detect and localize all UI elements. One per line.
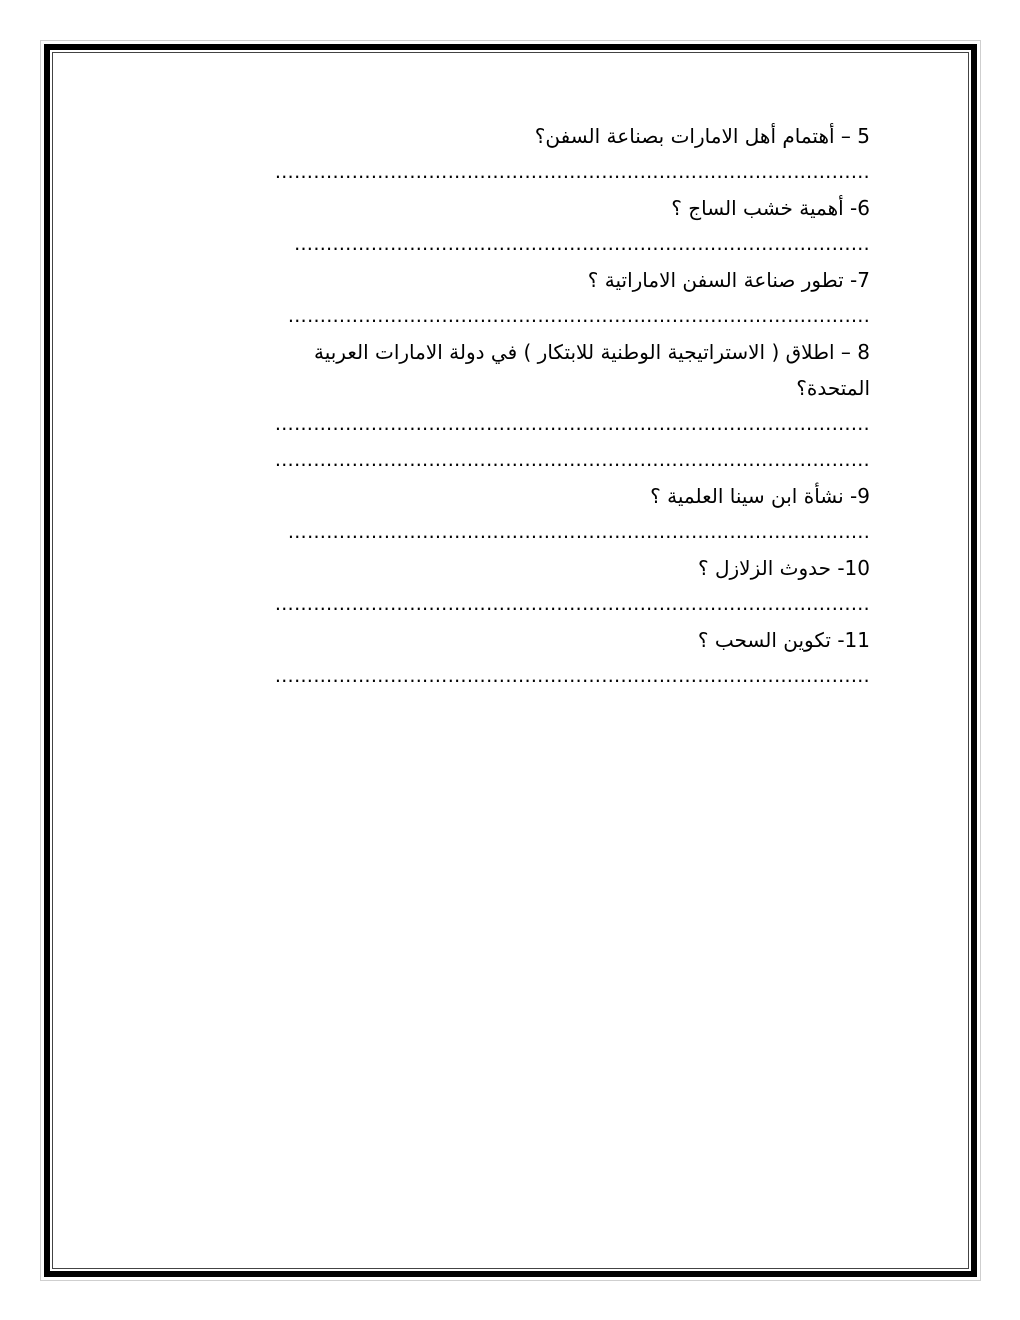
question-line: 5 – أهتمام أهل الامارات بصناعة السفن؟ <box>534 124 870 148</box>
question-line: 10- حدوث الزلازل ؟ <box>698 556 870 580</box>
question-line: 7- تطور صناعة السفن الاماراتية ؟ <box>587 268 870 292</box>
question-line: 9- نشأة ابن سينا العلمية ؟ <box>650 484 870 508</box>
worksheet-content <box>200 118 870 694</box>
question-text <box>200 262 870 298</box>
question-line: 6- أهمية خشب الساج ؟ <box>671 196 870 220</box>
question-text <box>200 118 870 154</box>
question-block-6 <box>200 190 870 262</box>
question-block-5 <box>200 118 870 190</box>
answer-line[interactable]: ………………………………………………………………………………… <box>274 449 870 471</box>
question-block-9 <box>200 478 870 550</box>
answer-line[interactable]: ………………………………………………………………………………… <box>274 665 870 687</box>
question-block-8 <box>200 334 870 478</box>
answer-line[interactable]: ………………………………………………………………………………. <box>287 521 870 543</box>
answer-line[interactable]: ………………………………………………………………………………… <box>274 161 870 183</box>
answer-line[interactable]: ………………………………………………………………………………… <box>274 413 870 435</box>
question-text <box>200 550 870 586</box>
question-text <box>200 334 870 406</box>
answer-line[interactable]: ……………………………………………………………………………… <box>294 233 870 255</box>
question-block-7 <box>200 262 870 334</box>
answer-line[interactable]: ………………………………………………………………………………… <box>274 593 870 615</box>
question-text <box>200 478 870 514</box>
question-line: 11- تكوين السحب ؟ <box>697 628 870 652</box>
question-line: المتحدة؟ <box>796 376 870 400</box>
question-line: 8 – اطلاق ( الاستراتيجية الوطنية للابتكار ) في دولة الامارات العربية <box>313 340 870 364</box>
question-block-10 <box>200 550 870 622</box>
question-text <box>200 190 870 226</box>
question-text <box>200 622 870 658</box>
question-block-11 <box>200 622 870 694</box>
answer-line[interactable]: ………………………………………………………………………………. <box>287 305 870 327</box>
